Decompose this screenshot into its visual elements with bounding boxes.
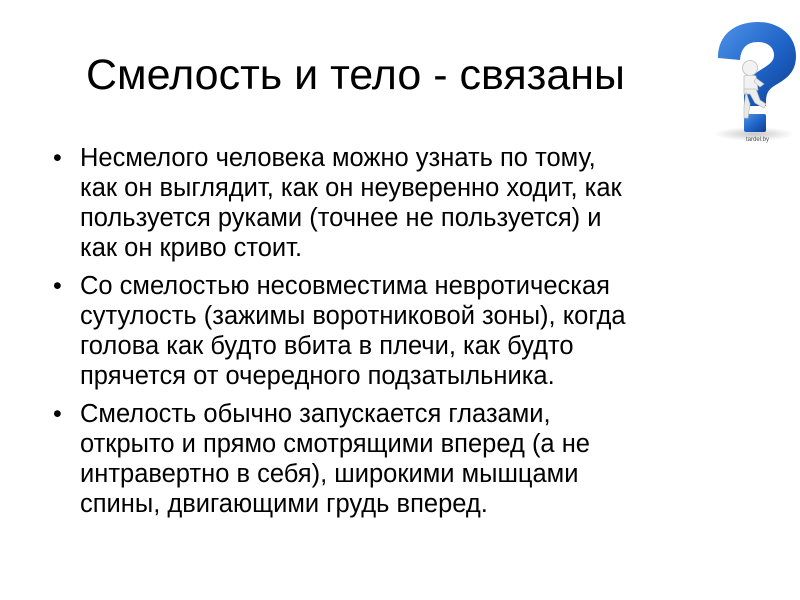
- bullet-item: [50, 271, 750, 391]
- bullet-line: голова как будто вбита в плечи, как будто: [80, 332, 574, 360]
- bullet-line: Смелость обычно запускается глазами,: [80, 400, 551, 428]
- illustration-credit: tardel.by: [746, 137, 770, 143]
- bullet-line: как он выглядит, как он неуверенно ходит, как: [80, 174, 622, 202]
- bullet-item: [50, 399, 750, 519]
- bullet-text: [80, 399, 750, 519]
- bullet-line: сутулость (зажимы воротниковой зоны), когда: [80, 302, 626, 330]
- question-mark-figure-icon: [700, 18, 800, 146]
- bullet-line: спины, двигающими грудь вперед.: [80, 490, 488, 518]
- bullet-line: прячется от очередного подзатыльника.: [80, 362, 555, 390]
- bullet-line: как он криво стоит.: [80, 234, 303, 262]
- bullet-dot: •: [53, 400, 62, 428]
- bullet-dot: •: [53, 272, 62, 300]
- bullet-text: [80, 271, 750, 391]
- bullet-line: пользуется руками (точнее не пользуется) и: [80, 204, 602, 232]
- bullet-item: [50, 143, 750, 263]
- bullet-line: интравертно в себя), широкими мышцами: [80, 460, 579, 488]
- bullet-text: [80, 143, 750, 263]
- bullet-line: открыто и прямо смотрящими вперед (а не: [80, 430, 590, 458]
- bullet-list: [50, 143, 750, 527]
- bullet-line: Со смелостью несовместима невротическая: [80, 272, 610, 300]
- bullet-line: Несмелого человека можно узнать по тому,: [80, 144, 596, 172]
- bullet-dot: •: [53, 144, 62, 172]
- slide-title: Смелость и тело - связаны: [86, 51, 625, 99]
